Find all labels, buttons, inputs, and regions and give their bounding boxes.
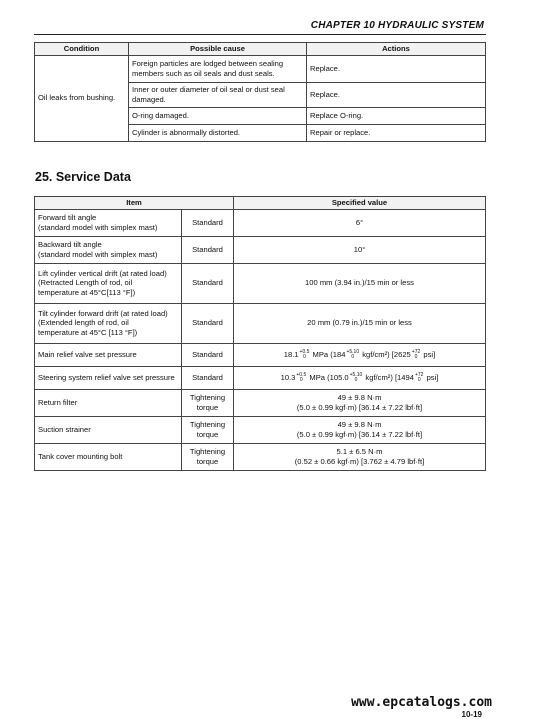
table-row: [35, 303, 486, 343]
table-row: [35, 236, 486, 263]
tolerance: [346, 350, 359, 360]
item-cell: Return filter: [35, 389, 182, 416]
cause-cell: Inner or outer diameter of oil seal or dust seal damaged.: [129, 82, 307, 107]
item-cell: Tilt cylinder forward drift (at rated load) (Extended length of rod, oil temperature at 45°C [113 °F]): [35, 303, 182, 343]
tolerance-lower: 0: [414, 353, 418, 360]
value-cell: 49 ± 9.8 N·m (5.0 ± 0.99 kgf·m) [36.14 ± 7.22 lbf·ft]: [234, 389, 486, 416]
header-rule: [34, 34, 486, 35]
type-cell: Tightening torque: [182, 443, 234, 470]
service-data-table: [34, 196, 486, 471]
type-cell: Standard: [182, 209, 234, 236]
cause-cell: O-ring damaged.: [129, 107, 307, 124]
table-row: [35, 389, 486, 416]
value-text: psi]: [426, 372, 439, 382]
value-text: 10.3: [280, 372, 296, 382]
action-cell: Repair or replace.: [307, 124, 486, 141]
value-cell: [234, 343, 486, 366]
tolerance: [300, 350, 310, 360]
tolerance-upper: +72: [414, 371, 424, 378]
tolerance-lower: 0: [417, 376, 421, 383]
type-cell: Standard: [182, 263, 234, 303]
action-cell: Replace.: [307, 55, 486, 82]
action-cell: Replace.: [307, 82, 486, 107]
tolerance: [350, 373, 363, 383]
tolerance-lower: 0: [351, 353, 355, 360]
type-cell: Standard: [182, 303, 234, 343]
item-cell: Main relief valve set pressure: [35, 343, 182, 366]
tolerance: [296, 373, 306, 383]
tolerance-lower: 0: [303, 353, 306, 360]
column-header: Possible cause: [129, 43, 307, 56]
value-cell: 49 ± 9.8 N·m (5.0 ± 0.99 kgf·m) [36.14 ± 7.22 lbf·ft]: [234, 416, 486, 443]
value-cell: 10°: [234, 236, 486, 263]
tolerance: [412, 350, 420, 360]
item-cell: Steering system relief valve set pressure: [35, 366, 182, 389]
item-cell: Backward tilt angle (standard model with simplex mast): [35, 236, 182, 263]
value-text: 18.1: [283, 349, 299, 359]
watermark-link[interactable]: www.epcatalogs.com: [351, 695, 492, 710]
table-row: [35, 263, 486, 303]
tolerance-upper: +5.10: [346, 348, 360, 355]
value-text: MPa (184: [312, 349, 346, 359]
value-text: MPa (105.0: [309, 372, 349, 382]
value-cell: 6°: [234, 209, 486, 236]
type-cell: Standard: [182, 236, 234, 263]
item-cell: Suction strainer: [35, 416, 182, 443]
tolerance: [415, 373, 423, 383]
column-header: Actions: [307, 43, 486, 56]
tolerance-upper: +0.5: [296, 371, 307, 378]
page-number: 10-19: [461, 710, 482, 719]
column-header: Specified value: [234, 197, 486, 210]
table-row: [35, 343, 486, 366]
table-row: [35, 209, 486, 236]
section-heading: 25. Service Data: [35, 170, 131, 184]
table-header-row: [35, 43, 486, 56]
action-cell: Replace O-ring.: [307, 107, 486, 124]
item-cell: Forward tilt angle (standard model with simplex mast): [35, 209, 182, 236]
table-row: [35, 55, 486, 82]
item-cell: Lift cylinder vertical drift (at rated load) (Retracted Length of rod, oil temperature at 45°C[113 °F]): [35, 263, 182, 303]
type-cell: Standard: [182, 366, 234, 389]
value-text: kgf/cm²) [2625: [362, 349, 411, 359]
value-text: kgf/cm²) [1494: [365, 372, 414, 382]
type-cell: Tightening torque: [182, 416, 234, 443]
cause-cell: Cylinder is abnormally distorted.: [129, 124, 307, 141]
troubleshooting-table: [34, 42, 486, 142]
value-cell: 20 mm (0.79 in.)/15 min or less: [234, 303, 486, 343]
tolerance-upper: +5.10: [349, 371, 363, 378]
item-cell: Tank cover mounting bolt: [35, 443, 182, 470]
tolerance-upper: +72: [411, 348, 421, 355]
tolerance-upper: +0.5: [299, 348, 310, 355]
condition-cell: Oil leaks from bushing.: [35, 55, 129, 141]
table-row: [35, 443, 486, 470]
tolerance-lower: 0: [299, 376, 303, 383]
column-header: Condition: [35, 43, 129, 56]
value-text: psi]: [423, 349, 436, 359]
value-cell: 100 mm (3.94 in.)/15 min or less: [234, 263, 486, 303]
type-cell: Standard: [182, 343, 234, 366]
type-cell: Tightening torque: [182, 389, 234, 416]
table-row: [35, 416, 486, 443]
column-header: Item: [35, 197, 234, 210]
tolerance-lower: 0: [354, 376, 358, 383]
value-cell: 5.1 ± 6.5 N·m (0.52 ± 0.66 kgf·m) [3.762 ± 4.79 lbf·ft]: [234, 443, 486, 470]
value-cell: [234, 366, 486, 389]
cause-cell: Foreign particles are lodged between sealing members such as oil seals and dust seals.: [129, 55, 307, 82]
chapter-title: CHAPTER 10 HYDRAULIC SYSTEM: [310, 20, 484, 31]
table-row: [35, 366, 486, 389]
table-header-row: [35, 197, 486, 210]
